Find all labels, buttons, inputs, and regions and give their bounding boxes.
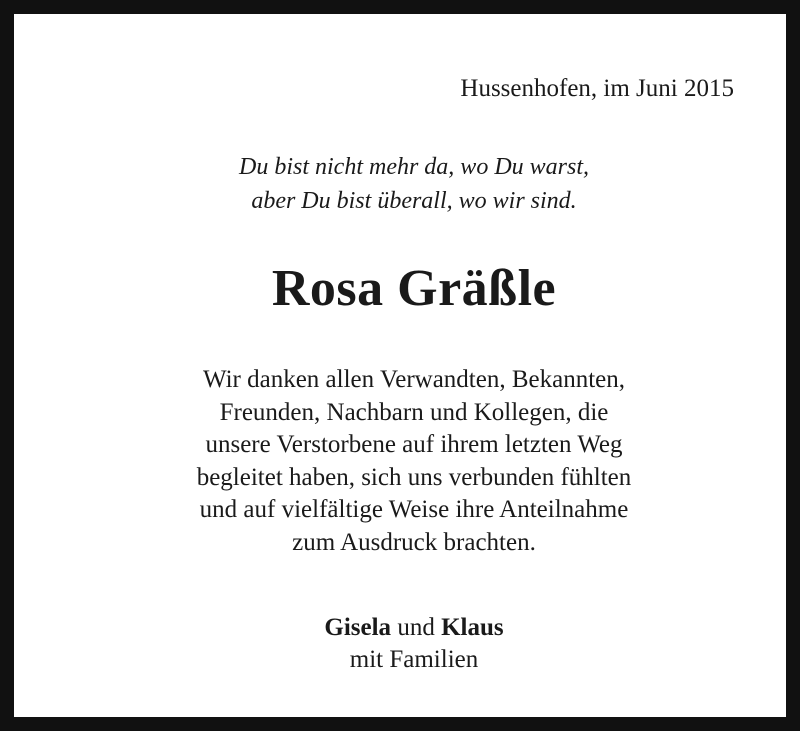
- thanks-text: [14, 364, 800, 559]
- thanks-line: begleitet haben, sich uns verbunden fühlten: [196, 463, 632, 491]
- signature-name-klaus: Klaus: [441, 614, 504, 641]
- signature-name-gisela: Gisela: [324, 614, 392, 641]
- thanks-line: zum Ausdruck brachten.: [292, 528, 536, 556]
- thanks-line: unsere Verstorbene auf ihrem letzten Weg: [205, 431, 623, 458]
- thanks-line: Freunden, Nachbarn und Kollegen, die: [219, 398, 609, 426]
- thanks-line: und auf vielfältige Weise ihre Anteilnahme: [199, 496, 629, 523]
- signature-connector: und: [391, 614, 442, 641]
- signature: [14, 612, 800, 676]
- signature-family: mit Familien: [349, 646, 479, 673]
- place-date: Hussenhofen, im Juni 2015: [460, 75, 734, 102]
- motto-line: Du bist nicht mehr da, wo Du warst,: [238, 154, 589, 180]
- thanks-line: Wir danken allen Verwandten, Bekannten,: [203, 366, 625, 393]
- signature-names: [14, 612, 800, 644]
- motto-line: aber Du bist überall, wo wir sind.: [251, 188, 577, 214]
- motto: [14, 150, 800, 218]
- deceased-name: Rosa Gräßle: [271, 260, 557, 317]
